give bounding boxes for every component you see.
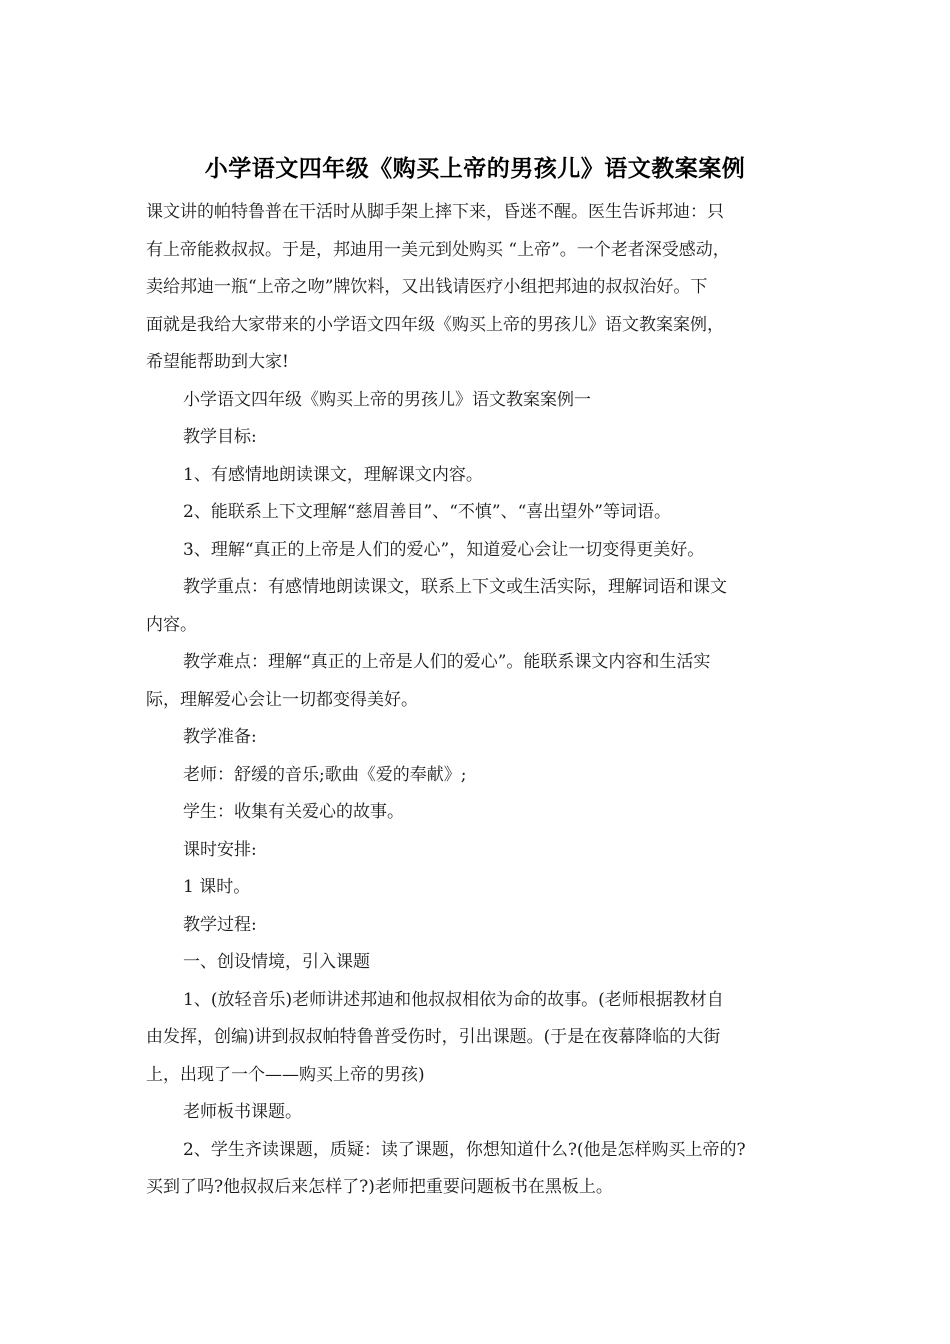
intro-line: 卖给邦迪一瓶“上帝之吻”牌饮料，又出钱请医疗小组把邦迪的叔叔治好。下 — [146, 277, 708, 297]
key-points-paragraph — [146, 569, 806, 644]
intro-line: 面就是我给大家带来的小学语文四年级《购买上帝的男孩儿》语文教案案例， — [146, 314, 724, 335]
board-title-note: 老师板书课题。 — [183, 1102, 302, 1122]
process-label: 教学过程: — [183, 914, 257, 935]
difficulties-paragraph — [146, 644, 806, 719]
step-1-line: 上，出现了一个——购买上帝的男孩) — [146, 1064, 425, 1085]
step-1-paragraph — [146, 982, 806, 1095]
teacher-preparation: 老师：舒缓的音乐;歌曲《爱的奉献》; — [183, 764, 467, 785]
step-2-line: 买到了吗?他叔叔后来怎样了?)老师把重要问题板书在黑板上。 — [146, 1177, 613, 1197]
objective-item: 3、理解“真正的上帝是人们的爱心”，知道爱心会让一切变得更美好。 — [183, 539, 705, 560]
objective-item: 1、有感情地朗读课文，理解课文内容。 — [183, 464, 483, 485]
step-2-paragraph — [146, 1132, 806, 1207]
schedule-value: 1 课时。 — [183, 877, 251, 897]
intro-line: 课文讲的帕特鲁普在干活时从脚手架上摔下来，昏迷不醒。医生告诉邦迪：只 — [146, 202, 724, 222]
section-heading: 一、创设情境，引入课题 — [183, 952, 370, 972]
case-heading: 小学语文四年级《购买上帝的男孩儿》语文教案案例一 — [183, 389, 591, 410]
step-1-line: 由发挥，创编)讲到叔叔帕特鲁普受伤时，引出课题。(于是在夜幕降临的大街 — [146, 1027, 721, 1047]
objectives-label: 教学目标: — [183, 427, 257, 447]
key-points-line: 教学重点：有感情地朗读课文，联系上下文或生活实际，理解词语和课文 — [183, 577, 727, 597]
student-preparation: 学生：收集有关爱心的故事。 — [183, 802, 404, 822]
preparation-label: 教学准备: — [183, 727, 257, 747]
objective-item: 2、能联系上下文理解“慈眉善目”、“不慎”、“喜出望外”等词语。 — [183, 502, 671, 522]
intro-line: 希望能帮助到大家! — [146, 352, 289, 372]
intro-line: 有上帝能救叔叔。于是，邦迪用一美元到处购买 “上帝”。一个老者深受感动， — [146, 239, 730, 260]
intro-paragraph — [146, 194, 806, 382]
difficulties-line: 教学难点：理解“真正的上帝是人们的爱心”。能联系课文内容和生活实 — [183, 652, 711, 672]
key-points-line: 内容。 — [146, 614, 197, 635]
document-title: 小学语文四年级《购买上帝的男孩儿》语文教案案例 — [204, 156, 746, 182]
difficulties-line: 际，理解爱心会让一切都变得美好。 — [146, 689, 418, 710]
step-2-line: 2、学生齐读课题，质疑：读了课题，你想知道什么?(他是怎样购买上帝的? — [183, 1139, 746, 1160]
step-1-line: 1、(放轻音乐)老师讲述邦迪和他叔叔相依为命的故事。(老师根据教材自 — [183, 989, 724, 1010]
document-body — [146, 194, 806, 1207]
schedule-label: 课时安排: — [183, 839, 257, 860]
